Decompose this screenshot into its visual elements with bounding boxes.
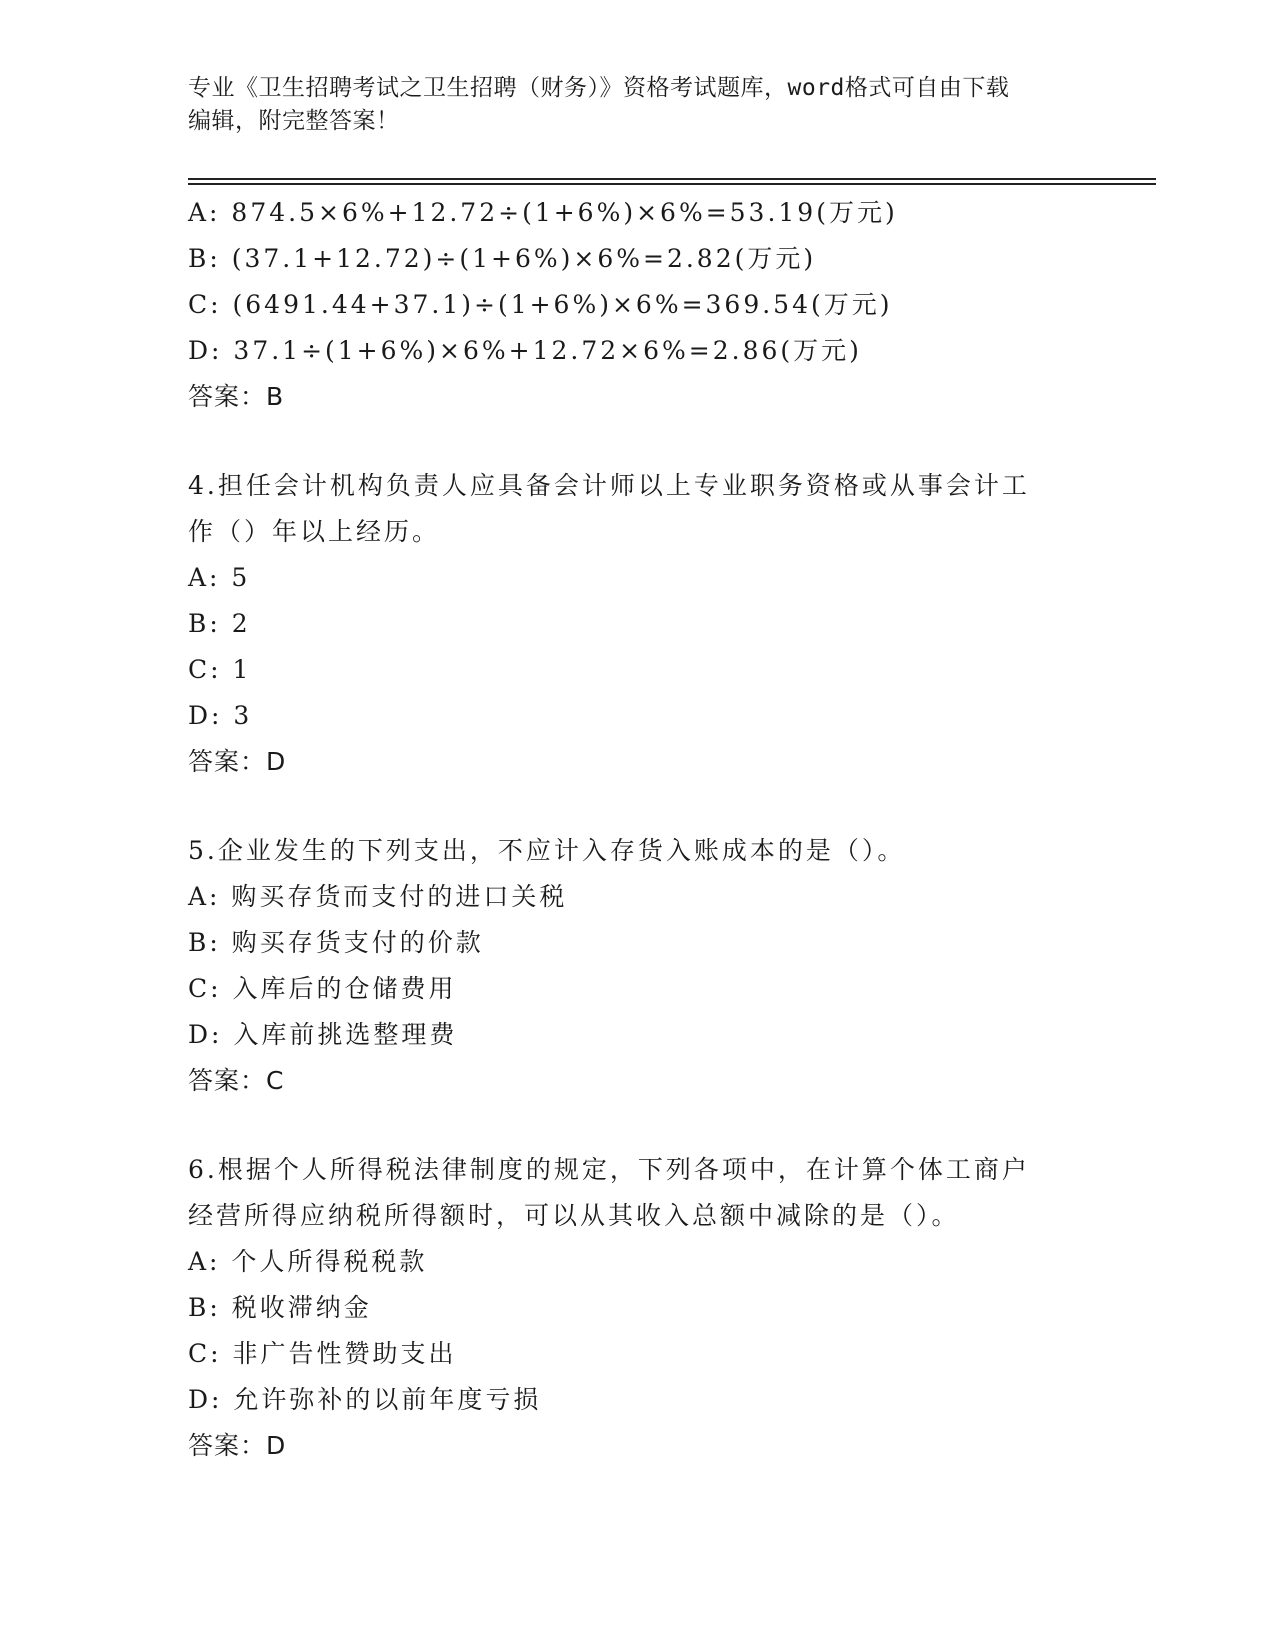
answer: 答案：D — [188, 747, 287, 776]
header-rule-bottom — [188, 183, 1156, 185]
option-b: B: (37.1+12.72)÷(1+6%)×6%=2.82(万元) — [188, 244, 817, 273]
option-c: C: 1 — [188, 655, 252, 684]
option-d: D: 允许弥补的以前年度亏损 — [188, 1385, 542, 1414]
spacer — [188, 785, 1088, 828]
option-a: A: 874.5×6%+12.72÷(1+6%)×6%=53.19(万元) — [188, 198, 898, 227]
option-c: C: (6491.44+37.1)÷(1+6%)×6%=369.54(万元) — [188, 290, 893, 319]
question-3 — [188, 190, 1088, 420]
option-b: B: 2 — [188, 609, 251, 638]
question-text: 6.根据个人所得税法律制度的规定，下列各项中，在计算个体工商户 — [188, 1155, 1030, 1184]
question-4 — [188, 463, 1088, 785]
question-text: 4.担任会计机构负责人应具备会计师以上专业职务资格或从事会计工 — [188, 471, 1030, 500]
spacer — [188, 1104, 1088, 1147]
option-d: D: 37.1÷(1+6%)×6%+12.72×6%=2.86(万元) — [188, 336, 862, 365]
header-line-2: 编辑，附完整答案！ — [188, 108, 400, 134]
option-d: D: 入库前挑选整理费 — [188, 1020, 458, 1049]
header-rule-top — [188, 178, 1156, 180]
question-list — [188, 190, 1088, 1469]
option-c: C: 非广告性赞助支出 — [188, 1339, 457, 1368]
option-a: A: 购买存货而支付的进口关税 — [188, 882, 568, 911]
answer: 答案：B — [188, 382, 285, 411]
spacer — [188, 420, 1088, 463]
answer: 答案：D — [188, 1431, 287, 1460]
option-a: A: 个人所得税税款 — [188, 1247, 428, 1276]
question-text-cont: 经营所得应纳税所得额时，可以从其收入总额中减除的是（）。 — [188, 1201, 960, 1230]
question-5 — [188, 828, 1088, 1104]
question-text-cont: 作（）年以上经历。 — [188, 517, 441, 546]
question-6 — [188, 1147, 1088, 1469]
header-line-1: 专业《卫生招聘考试之卫生招聘（财务）》资格考试题库，word格式可自由下载 — [188, 75, 1010, 101]
document-header — [188, 72, 1088, 138]
question-text: 5.企业发生的下列支出，不应计入存货入账成本的是（）。 — [188, 836, 906, 865]
option-a: A: 5 — [188, 563, 251, 592]
option-b: B: 税收滞纳金 — [188, 1293, 372, 1322]
option-c: C: 入库后的仓储费用 — [188, 974, 457, 1003]
option-d: D: 3 — [188, 701, 253, 730]
answer: 答案：C — [188, 1066, 285, 1095]
option-b: B: 购买存货支付的价款 — [188, 928, 484, 957]
